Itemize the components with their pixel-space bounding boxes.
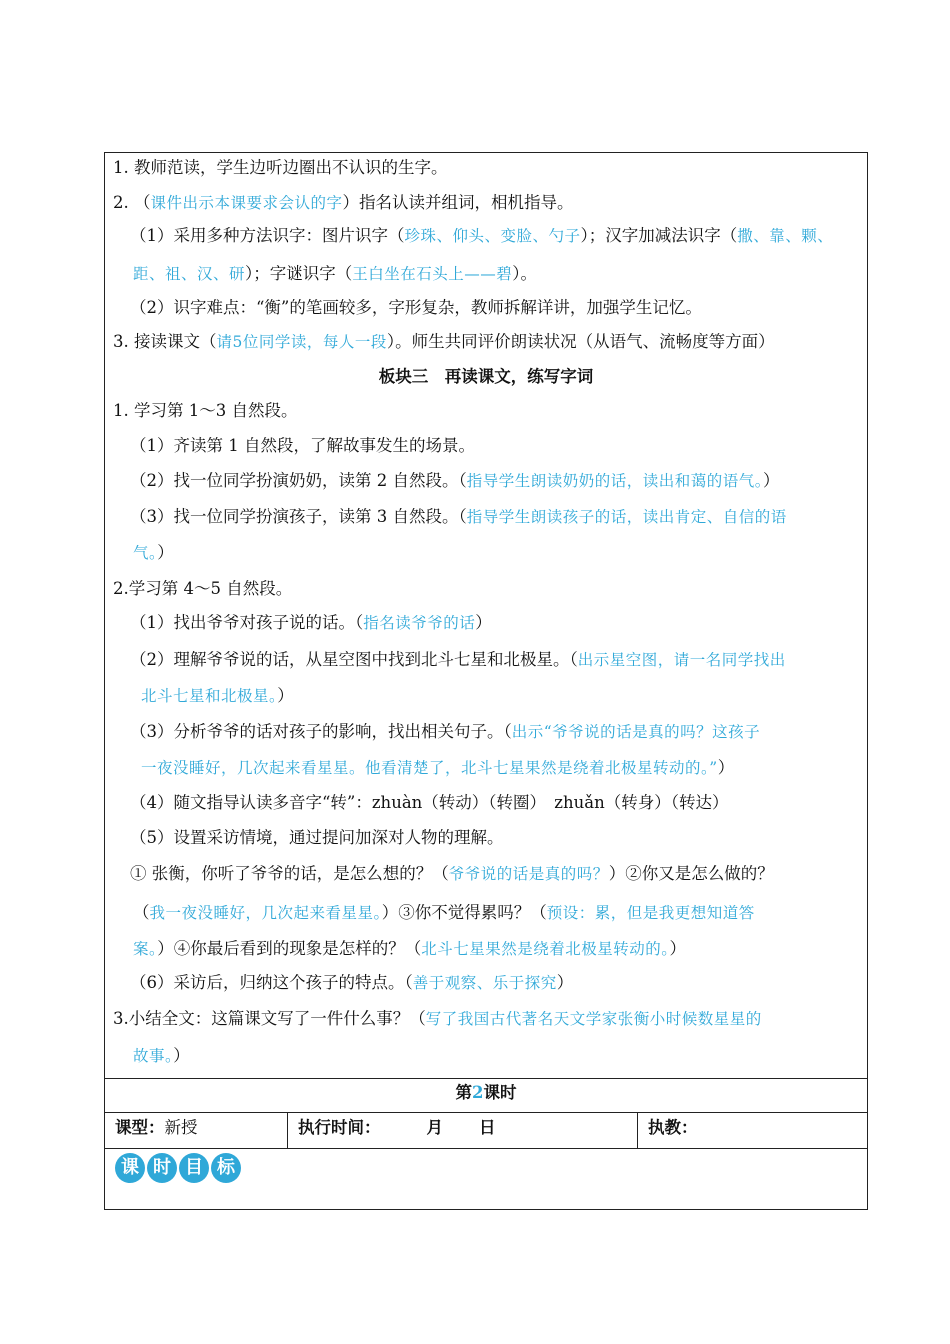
text-line: （4）随文指导认读多音字“转”：zhuàn（转动）（转圈） zhuǎn（转身）（转达） xyxy=(130,793,729,812)
text-line: 故事。） xyxy=(133,1046,190,1065)
section-heading: 板块三 再读课文，练写字词 xyxy=(378,367,594,386)
goals-badge-char: 目 xyxy=(179,1153,209,1183)
text-line: 一夜没睡好，几次起来看星星。他看清楚了，北斗七星果然是绕着北极星转动的。”） xyxy=(141,758,735,777)
text-line: （1）齐读第 1 自然段，了解故事发生的场景。 xyxy=(130,436,475,455)
text-line: 3. 接读课文（请5位同学读，每人一段）。师生共同评价朗读状况（从语气、流畅度等方面） xyxy=(113,332,775,351)
row-divider xyxy=(105,1078,867,1079)
text-line: 2.学习第 4～5 自然段。 xyxy=(113,579,293,598)
text-line: （5）设置采访情境，通过提问加深对人物的理解。 xyxy=(130,828,504,847)
teacher-label: 执教： xyxy=(648,1118,698,1137)
text-line: （3）找一位同学扮演孩子，读第 3 自然段。（指导学生朗读孩子的话，读出肯定、自信的语 xyxy=(130,507,787,526)
text-line: 气。） xyxy=(133,543,174,562)
goals-badge-char: 课 xyxy=(115,1153,145,1183)
text-line: 1. 教师范读，学生边听边圈出不认识的生字。 xyxy=(113,158,448,177)
goals-badge-char: 时 xyxy=(147,1153,177,1183)
lesson-title: 第2课时 xyxy=(455,1083,517,1102)
text-line: 3.小结全文：这篇课文写了一件什么事？（写了我国古代著名天文学家张衡小时候数星星的 xyxy=(113,1009,762,1028)
text-line: 案。）④你最后看到的现象是怎样的？（北斗七星果然是绕着北极星转动的。） xyxy=(133,939,687,958)
text-line: （2）理解爷爷说的话，从星空图中找到北斗七星和北极星。（出示星空图，请一名同学找出 xyxy=(130,650,786,669)
text-line: （2）识字难点：“衡”的笔画较多，字形复杂，教师拆解详讲，加强学生记忆。 xyxy=(130,298,702,317)
text-line: （1）采用多种方法识字：图片识字（珍珠、仰头、变脸、勺子）；汉字加减法识字（撒、靠、颗、 xyxy=(130,226,834,245)
goals-badge-char: 标 xyxy=(211,1153,241,1183)
text-line: 2. （课件出示本课要求会认的字）指名认读并组词，相机指导。 xyxy=(113,193,574,212)
text-line: （3）分析爷爷的话对孩子的影响，找出相关句子。（出示“爷爷说的话是真的吗？这孩子 xyxy=(130,722,761,741)
row-divider xyxy=(105,1112,867,1113)
text-line: 北斗七星和北极星。） xyxy=(141,686,294,705)
lesson-content xyxy=(105,153,867,1078)
text-line: 距、祖、汉、研）；字谜识字（王白坐在石头上——碧）。 xyxy=(133,264,538,283)
column-divider xyxy=(287,1112,288,1148)
text-line: ① 张衡，你听了爷爷的话，是怎么想的？（爷爷说的话是真的吗？）②你又是怎么做的？ xyxy=(130,864,774,883)
column-divider xyxy=(637,1112,638,1148)
text-line: （6）采访后，归纳这个孩子的特点。（善于观察、乐于探究） xyxy=(130,973,574,992)
lesson-type: 课型：新授 xyxy=(115,1118,198,1137)
text-line: （2）找一位同学扮演奶奶，读第 2 自然段。（指导学生朗读奶奶的话，读出和蔼的语气。） xyxy=(130,471,780,490)
lesson-plan-table xyxy=(104,152,868,1210)
text-line: （我一夜没睡好，几次起来看星星。）③你不觉得累吗？（预设：累，但是我更想知道答 xyxy=(133,903,755,922)
row-divider xyxy=(105,1148,867,1149)
text-line: 1. 学习第 1～3 自然段。 xyxy=(113,401,298,420)
execution-time: 执行时间： 月 日 xyxy=(298,1118,496,1137)
text-line: （1）找出爷爷对孩子说的话。（指名读爷爷的话） xyxy=(130,613,492,632)
